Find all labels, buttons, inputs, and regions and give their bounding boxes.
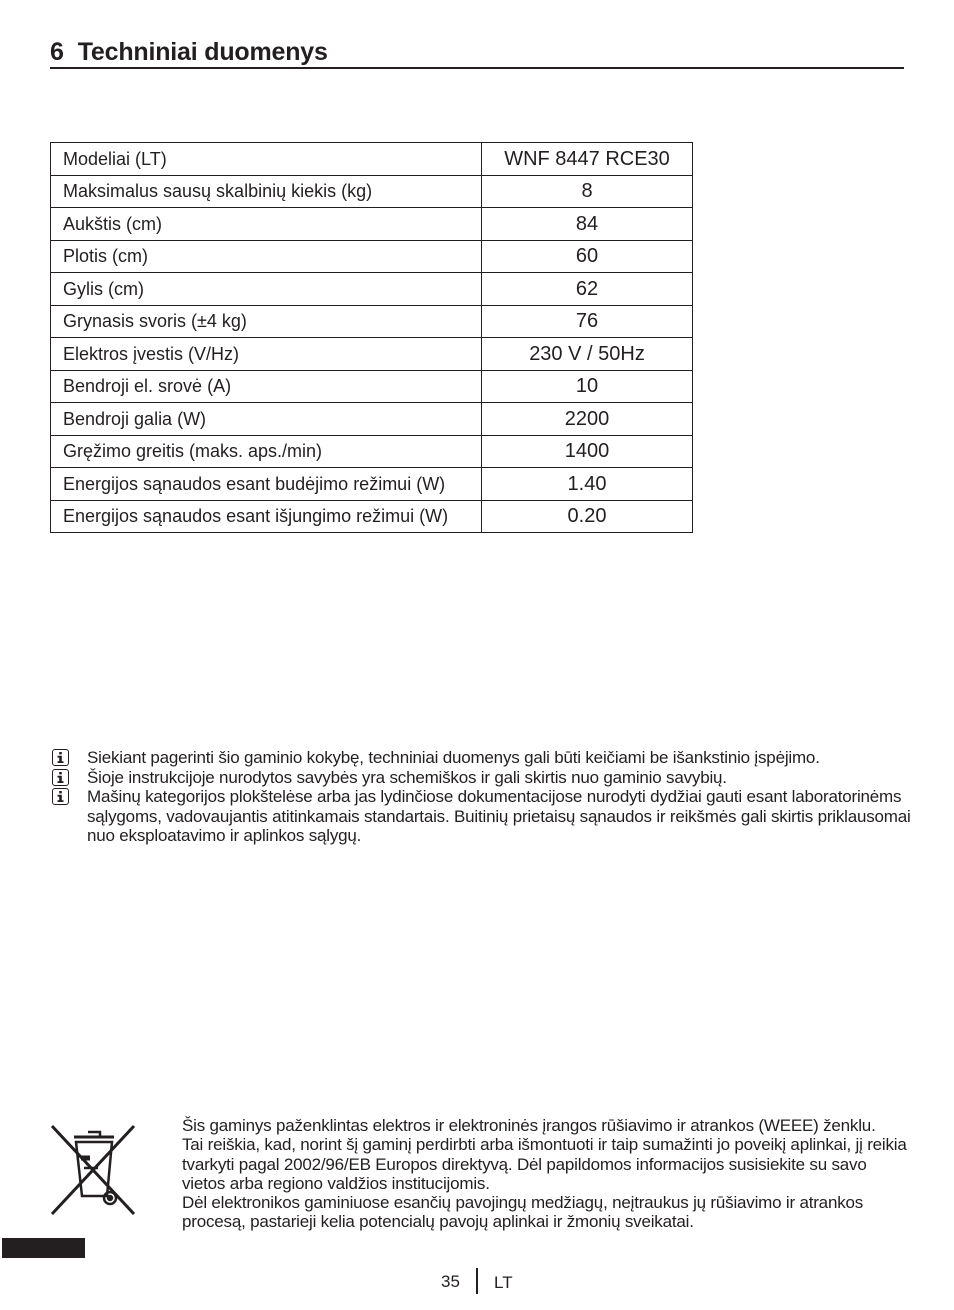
spec-label: Elektros įvestis (V/Hz) <box>51 338 482 371</box>
info-icon <box>52 749 69 766</box>
note-item <box>52 787 912 846</box>
info-icon <box>52 788 69 805</box>
weee-description <box>182 1116 912 1232</box>
technical-data-table <box>50 142 693 533</box>
page-footer <box>0 1268 954 1294</box>
info-icon <box>52 769 69 786</box>
page-title <box>50 38 328 66</box>
language-code: LT <box>494 1273 513 1292</box>
page-number: 35 <box>441 1272 460 1291</box>
spec-value: WNF 8447 RCE30 <box>482 143 693 176</box>
spec-value: 60 <box>482 240 693 273</box>
spec-label: Gylis (cm) <box>51 273 482 306</box>
spec-label: Maksimalus sausų skalbinių kiekis (kg) <box>51 175 482 208</box>
spec-value: 1.40 <box>482 468 693 501</box>
note-text: Siekiant pagerinti šio gaminio kokybę, techniniai duomenys gali būti keičiami be išankstinio įspėjimo. <box>87 748 820 767</box>
spec-value: 10 <box>482 370 693 403</box>
table-row <box>51 305 693 338</box>
notes-list <box>52 748 912 846</box>
spec-label: Modeliai (LT) <box>51 143 482 176</box>
spec-label: Bendroji el. srovė (A) <box>51 370 482 403</box>
table-row <box>51 468 693 501</box>
note-item <box>52 768 912 788</box>
spec-value: 62 <box>482 273 693 306</box>
weee-paragraph: Dėl elektronikos gaminiuose esančių pavojingų medžiagų, neįtraukus jų rūšiavimo ir atrankos procesą, pastarieji kelia potencialų pavojų aplinkai ir žmonių sveikatai. <box>182 1193 864 1232</box>
spec-value: 2200 <box>482 403 693 436</box>
section-title: Techniniai duomenys <box>77 38 328 66</box>
spec-value: 230 V / 50Hz <box>482 338 693 371</box>
note-text: Mašinų kategorijos plokštelėse arba jas lydinčiose dokumentacijose nurodyti dydžiai gauti esant laboratorinėms sąlygoms, vadovaujantis atitinkamais standartais. Buitinių prietaisų sąnaudos ir reikšmės gali skirtis priklausomai nuo eksploatavimo ir aplinkos sąlygų. <box>87 787 911 845</box>
table-row <box>51 435 693 468</box>
crossed-out-wheelie-bin-icon <box>50 1120 136 1220</box>
note-text: Šioje instrukcijoje nurodytos savybės yra schemiškos ir gali skirtis nuo gaminio savybių. <box>87 767 727 787</box>
table-row <box>51 500 693 533</box>
spec-value: 76 <box>482 305 693 338</box>
table-row <box>51 338 693 371</box>
spec-value: 8 <box>482 175 693 208</box>
spec-value: 0.20 <box>482 500 693 533</box>
weee-bar <box>2 1238 85 1258</box>
table-row <box>51 370 693 403</box>
spec-label: Gręžimo greitis (maks. aps./min) <box>51 435 482 468</box>
section-heading <box>50 36 904 69</box>
table-row <box>51 143 693 176</box>
spec-label: Grynasis svoris (±4 kg) <box>51 305 482 338</box>
spec-value: 1400 <box>482 435 693 468</box>
weee-paragraph: Tai reiškia, kad, norint šį gaminį perdirbti arba išmontuoti ir taip sumažinti jo poveikį aplinkai, jį reikia tvarkyti pagal 2002/96/EB Europos direktyvą. Dėl papildomos informacijos susisiekite su savo vietos arba regiono valdžios institucijomis. <box>182 1135 907 1193</box>
table-row <box>51 175 693 208</box>
technical-data-table-body <box>51 143 693 533</box>
spec-value: 84 <box>482 208 693 241</box>
spec-label: Energijos sąnaudos esant budėjimo režimui (W) <box>51 468 482 501</box>
table-row <box>51 208 693 241</box>
spec-label: Plotis (cm) <box>51 240 482 273</box>
spec-label: Energijos sąnaudos esant išjungimo režimui (W) <box>51 500 482 533</box>
spec-label: Bendroji galia (W) <box>51 403 482 436</box>
table-row <box>51 273 693 306</box>
spec-label: Aukštis (cm) <box>51 208 482 241</box>
table-row <box>51 240 693 273</box>
note-item <box>52 748 912 768</box>
section-number: 6 <box>50 38 64 66</box>
table-row <box>51 403 693 436</box>
weee-paragraph: Šis gaminys paženklintas elektros ir elektroninės įrangos rūšiavimo ir atrankos (WEEE) ženklu. <box>182 1116 876 1135</box>
footer-divider <box>476 1268 478 1294</box>
